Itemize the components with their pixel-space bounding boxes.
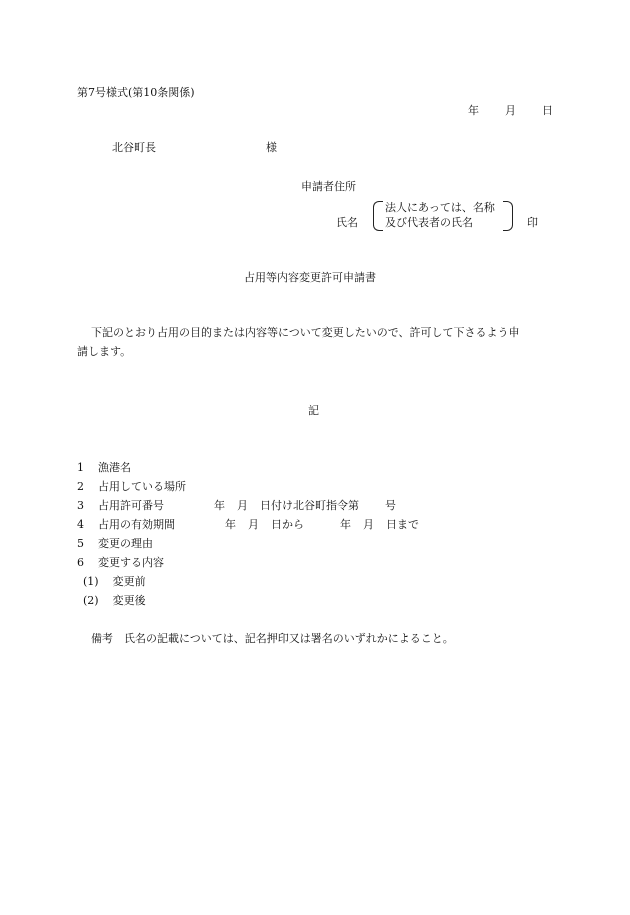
- permit-number-fields: 年 月 日付け北谷町指令第 号: [214, 499, 396, 512]
- addressee-name: 北谷町長: [112, 141, 156, 154]
- document-title: 占用等内容変更許可申請書: [244, 271, 376, 284]
- left-bracket: [373, 201, 383, 231]
- remarks: [91, 632, 454, 645]
- date-line: [468, 104, 553, 117]
- date-year: 年: [468, 104, 479, 117]
- list-item: 1 漁港名: [77, 461, 131, 474]
- right-bracket: [503, 201, 513, 231]
- applicant-address-label: 申請者住所: [301, 180, 356, 193]
- list-item: 6 変更する内容: [77, 556, 164, 569]
- sub-list-item: (2) 変更後: [83, 594, 146, 607]
- body-line-1: 下記のとおり占用の目的または内容等について変更したいので、許可して下さるよう申: [91, 326, 520, 339]
- seal-mark: 印: [527, 216, 538, 229]
- body-line-2: 請します。: [77, 345, 132, 358]
- name-note-line1: 法人にあっては、名称: [385, 201, 495, 214]
- validity-period-fields: 年 月 日から 年 月 日まで: [225, 518, 419, 531]
- name-note-line2: 及び代表者の氏名: [385, 216, 473, 229]
- remarks-label: 備考: [91, 632, 113, 645]
- list-item: 3 占用許可番号: [77, 499, 164, 512]
- list-item: 4 占用の有効期間: [77, 518, 175, 531]
- sub-list-item: (1) 変更前: [83, 575, 146, 588]
- applicant-name-label: 氏名: [336, 216, 358, 229]
- addressee-honorific: 様: [266, 141, 277, 154]
- form-number: 第7号様式(第10条関係): [77, 86, 195, 99]
- date-day: 日: [542, 104, 553, 117]
- list-item: 5 変更の理由: [77, 537, 153, 550]
- ki-heading: 記: [308, 404, 319, 417]
- remarks-text: 氏名の記載については、記名押印又は署名のいずれかによること。: [124, 632, 454, 645]
- list-item: 2 占用している場所: [77, 480, 186, 493]
- date-month: 月: [505, 104, 516, 117]
